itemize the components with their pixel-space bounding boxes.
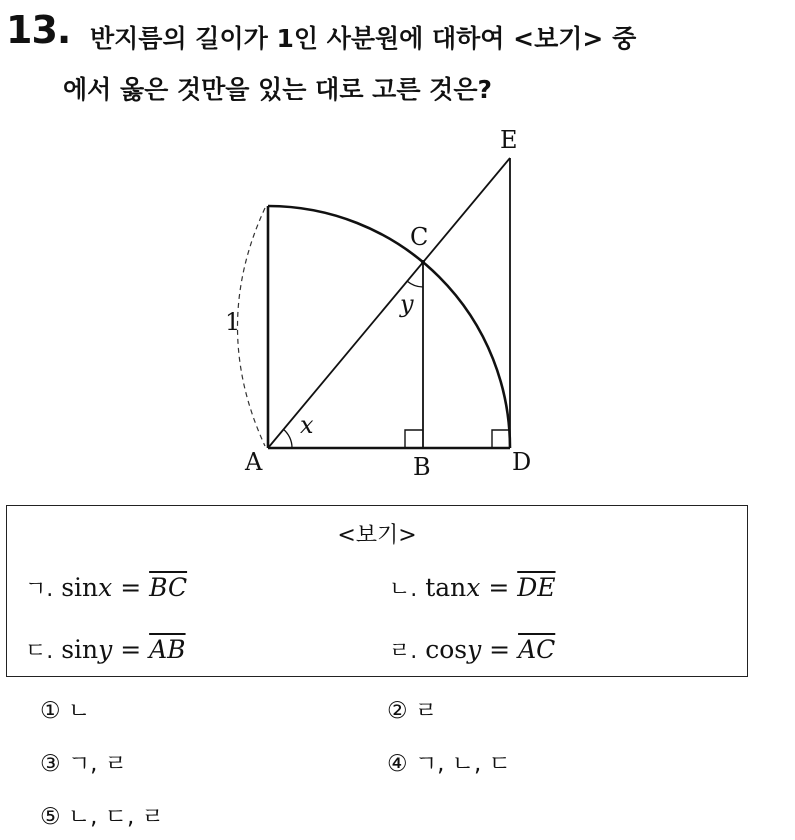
bogi-item-segment: $\overline{AB}$ [149, 635, 186, 664]
label-D: D [512, 448, 532, 476]
right-angle-D [492, 430, 510, 448]
bogi-item-segment: $\overline{DE}$ [517, 573, 556, 602]
choice-text: ㄱ, ㄹ [67, 751, 127, 777]
question-text-line1: 반지름의 길이가 1인 사분원에 대하여 <보기> 중 [90, 24, 637, 53]
angle-arc-x [283, 429, 292, 448]
choice-number: ① [40, 698, 61, 724]
label-B: B [413, 453, 431, 481]
question-number: 13. [6, 8, 71, 52]
bogi-item-eq: = [120, 573, 142, 602]
label-E: E [500, 126, 518, 154]
bogi-item-eq: = [120, 635, 142, 664]
bogi-item-func: tan [425, 573, 467, 602]
angle-arc-y [407, 281, 423, 287]
bogi-item-eq: = [489, 635, 511, 664]
choice-number: ② [387, 698, 408, 724]
bogi-item-3 [25, 634, 186, 665]
question-text-line2: 에서 옳은 것만을 있는 대로 고른 것은? [63, 75, 492, 104]
label-length-1: 1 [225, 308, 241, 336]
bogi-item-var: x [98, 573, 113, 602]
bogi-title: <보기> [337, 523, 417, 548]
label-C: C [410, 223, 429, 251]
segment-AE [268, 158, 510, 448]
choice-number: ④ [387, 751, 408, 777]
bogi-item-1 [25, 572, 187, 603]
choice-text: ㄹ [414, 698, 438, 724]
bogi-item-func: cos [425, 635, 468, 664]
right-angle-B [405, 430, 423, 448]
choice-1[interactable] [40, 692, 90, 725]
bogi-item-func: sin [61, 573, 99, 602]
choice-text: ㄴ [67, 698, 91, 724]
choice-4[interactable] [387, 745, 511, 778]
bogi-item-segment: $\overline{AC}$ [518, 635, 556, 664]
bogi-item-label: ㄴ. [389, 577, 418, 602]
choice-5[interactable] [40, 798, 164, 831]
length-brace [238, 208, 266, 446]
bogi-item-label: ㄱ. [25, 577, 54, 602]
bogi-item-eq: = [488, 573, 510, 602]
bogi-item-var: y [98, 635, 113, 664]
bogi-item-var: y [467, 635, 482, 664]
bogi-item-segment: $\overline{BC}$ [149, 573, 188, 602]
label-angle-x: x [300, 411, 314, 439]
choice-2[interactable] [387, 692, 437, 725]
bogi-item-4 [389, 634, 555, 665]
bogi-box [6, 505, 748, 677]
bogi-item-var: x [466, 573, 481, 602]
label-angle-y: y [400, 290, 414, 318]
bogi-item-2 [389, 572, 556, 603]
point-C-dot [421, 260, 425, 264]
bogi-item-label: ㄷ. [25, 639, 54, 664]
label-A: A [245, 448, 263, 476]
bogi-item-label: ㄹ. [389, 639, 418, 664]
choice-text: ㄴ, ㄷ, ㄹ [67, 804, 164, 830]
choice-number: ⑤ [40, 804, 61, 830]
choice-3[interactable] [40, 745, 127, 778]
choice-text: ㄱ, ㄴ, ㄷ [414, 751, 511, 777]
bogi-item-func: sin [61, 635, 99, 664]
choice-number: ③ [40, 751, 61, 777]
